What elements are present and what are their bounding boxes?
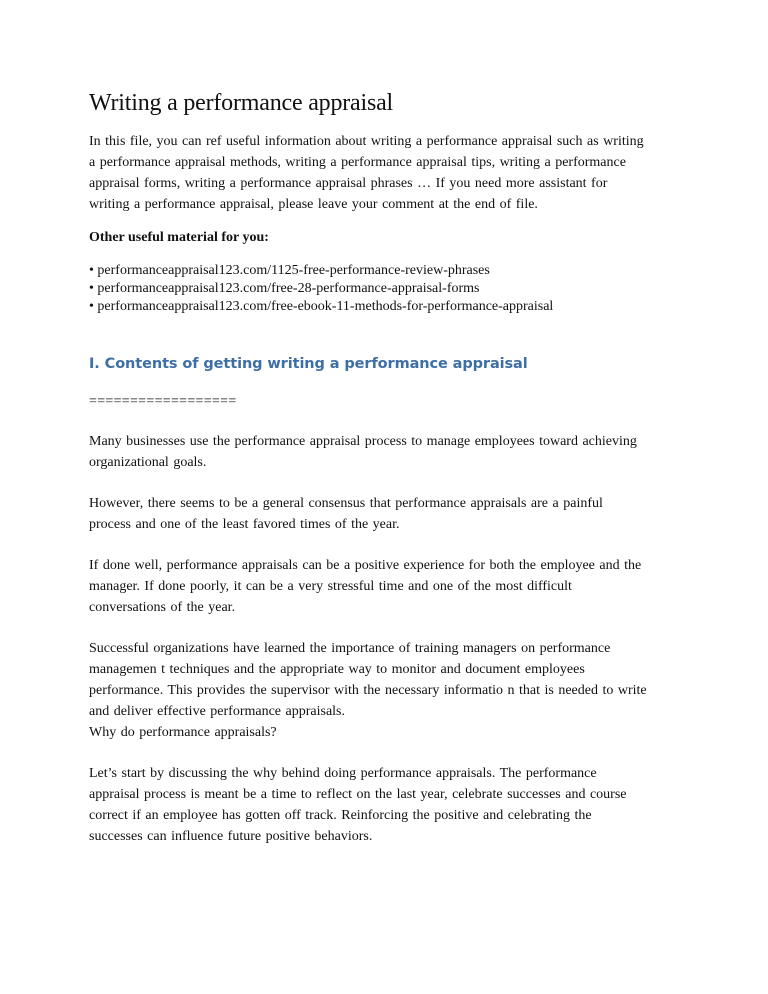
- paragraph-line: successes can influence future positive behaviors.: [89, 829, 373, 844]
- useful-links-list: [89, 262, 709, 316]
- paragraph-line: managemen t techniques and the appropriate way to monitor and document employees: [89, 662, 585, 677]
- section-divider: ==================: [89, 394, 237, 409]
- paragraph-consensus: [89, 493, 709, 535]
- useful-link[interactable]: • performanceappraisal123.com/free-ebook-11-methods-for-performance-appraisal: [89, 299, 554, 314]
- document-page: [89, 88, 709, 867]
- paragraph-successful-orgs: [89, 638, 709, 743]
- document-title: Writing a performance appraisal: [89, 90, 394, 116]
- section-heading: I. Contents of getting writing a performance appraisal: [89, 356, 528, 372]
- intro-line: In this file, you can ref useful information about writing a performance appraisal such as writing: [89, 134, 644, 149]
- useful-link[interactable]: • performanceappraisal123.com/free-28-performance-appraisal-forms: [89, 281, 480, 296]
- paragraph-line: Successful organizations have learned the importance of training managers on performance: [89, 641, 611, 656]
- intro-line: a performance appraisal methods, writing a performance appraisal tips, writing a performance: [89, 155, 626, 170]
- paragraph-done-well: [89, 555, 709, 618]
- paragraph-line: performance. This provides the supervisor with the necessary informatio n that is needed to write: [89, 683, 647, 698]
- intro-line: appraisal forms, writing a performance appraisal phrases … If you need more assistant for: [89, 176, 608, 191]
- paragraph-line: manager. If done poorly, it can be a very stressful time and one of the most difficult: [89, 579, 572, 594]
- paragraph-line: appraisal process is meant be a time to reflect on the last year, celebrate successes and course: [89, 787, 627, 802]
- paragraph-line: organizational goals.: [89, 455, 207, 470]
- paragraph-line: Why do performance appraisals?: [89, 725, 277, 740]
- intro-paragraph: [89, 131, 709, 215]
- paragraph-line: If done well, performance appraisals can be a positive experience for both the employee and the: [89, 558, 642, 573]
- paragraph-line: conversations of the year.: [89, 600, 236, 615]
- paragraph-line: and deliver effective performance appraisals.: [89, 704, 345, 719]
- useful-material-label: Other useful material for you:: [89, 230, 269, 245]
- paragraph-line: correct if an employee has gotten off track. Reinforcing the positive and celebrating the: [89, 808, 592, 823]
- paragraph-businesses: [89, 431, 709, 473]
- paragraph-why: [89, 763, 709, 847]
- paragraph-line: Let’s start by discussing the why behind doing performance appraisals. The performance: [89, 766, 597, 781]
- useful-link[interactable]: • performanceappraisal123.com/1125-free-performance-review-phrases: [89, 263, 490, 278]
- paragraph-line: However, there seems to be a general consensus that performance appraisals are a painful: [89, 496, 603, 511]
- intro-line: writing a performance appraisal, please leave your comment at the end of file.: [89, 197, 538, 212]
- paragraph-line: Many businesses use the performance appraisal process to manage employees toward achieving: [89, 434, 637, 449]
- paragraph-line: process and one of the least favored times of the year.: [89, 517, 400, 532]
